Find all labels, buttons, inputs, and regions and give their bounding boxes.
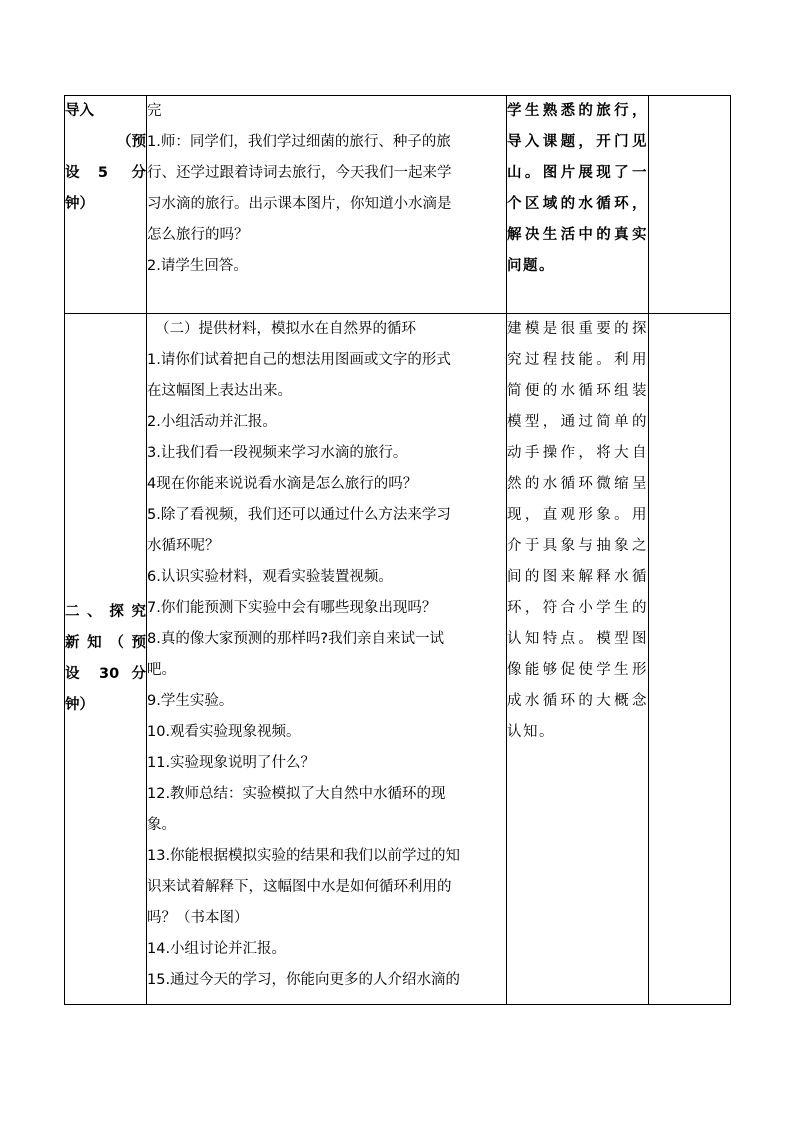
stage-cell — [65, 314, 147, 1005]
lesson-plan-table — [64, 95, 731, 1005]
content-line: 吗？（书本图） — [147, 910, 249, 926]
content-line: 10.观看实验现象视频。 — [147, 724, 301, 740]
content-line: 习水滴的旅行。出示课本图片，你知道小水滴是 — [147, 196, 452, 212]
content-line: 识来试着解释下，这幅图中水是如何循环利用的 — [147, 879, 452, 895]
stage-line: 导入 — [65, 103, 94, 119]
content-line: 3.让我们看一段视频来学习水滴的旅行。 — [147, 445, 408, 461]
stage-line: 设5 分 — [65, 165, 146, 181]
content-line: 8.真的像大家预测的那样吗?我们亲自来试一试 — [147, 631, 445, 647]
content-line: 14.小组讨论并汇报。 — [147, 941, 287, 957]
content-line: 4现在你能来说说看水滴是怎么旅行的吗？ — [147, 476, 418, 492]
note-cell — [649, 96, 731, 314]
stage-line: 新知（预 — [65, 635, 146, 651]
content-line: 12.教师总结：实验模拟了大自然中水循环的现 — [147, 786, 446, 802]
content-line: 11.实验现象说明了什么？ — [147, 755, 316, 771]
note-cell — [649, 314, 731, 1005]
content-line: 行、还学过跟着诗词去旅行，今天我们一起来学 — [147, 165, 452, 181]
content-line: 1.请你们试着把自己的想法用图画或文字的形式 — [147, 352, 451, 368]
stage-line: 设 30 分 — [65, 666, 146, 682]
table-row-explore — [65, 314, 731, 1005]
content-cell — [147, 96, 507, 314]
content-line: 5.除了看视频，我们还可以通过什么方法来学习 — [147, 507, 451, 523]
content-line: 2.小组活动并汇报。 — [147, 414, 277, 430]
content-line: 2.请学生回答。 — [147, 258, 248, 274]
content-line: 吧。 — [147, 662, 176, 678]
content-line: 7.你们能预测下实验中会有哪些现象出现吗？ — [147, 600, 437, 616]
content-line: 1.师：同学们，我们学过细菌的旅行、种子的旅 — [147, 134, 451, 150]
content-line: 在这幅图上表达出来。 — [147, 383, 292, 399]
content-line: 水循环呢？ — [147, 538, 220, 554]
content-line: 6.认识实验材料，观看实验装置视频。 — [147, 569, 393, 585]
stage-line: 二、探究 — [65, 604, 146, 620]
content-line: 9.学生实验。 — [147, 693, 234, 709]
stage-line: 钟） — [65, 196, 94, 212]
stage-cell — [65, 96, 147, 314]
content-line: （二）提供材料，模拟水在自然界的循环 — [155, 321, 416, 337]
content-line: 13.你能根据模拟实验的结果和我们以前学过的知 — [147, 848, 461, 864]
content-line: 怎么旅行的吗？ — [147, 227, 249, 243]
content-line: 象。 — [147, 817, 176, 833]
design-intent-cell: 学生熟悉的旅行，导入课题，开门见山。图片展现了一个区域的水循环，解决生活中的真实问题。 — [507, 96, 649, 314]
table-row-intro — [65, 96, 731, 314]
design-intent-cell: 建模是很重要的探究过程技能。利用简便的水循环组装模型，通过简单的动手操作，将大自然的水循环微缩呈现，直观形象。用介于具象与抽象之间的图来解释水循环，符合小学生的认知特点。模型图像能够促使学生形成水循环的大概念认知。 — [507, 314, 649, 1005]
stage-line: （预 — [117, 134, 146, 150]
content-line: 完 — [147, 103, 162, 119]
content-line: 15.通过今天的学习，你能向更多的人介绍水滴的 — [147, 972, 461, 988]
content-cell — [147, 314, 507, 1005]
stage-line: 钟） — [65, 697, 94, 713]
